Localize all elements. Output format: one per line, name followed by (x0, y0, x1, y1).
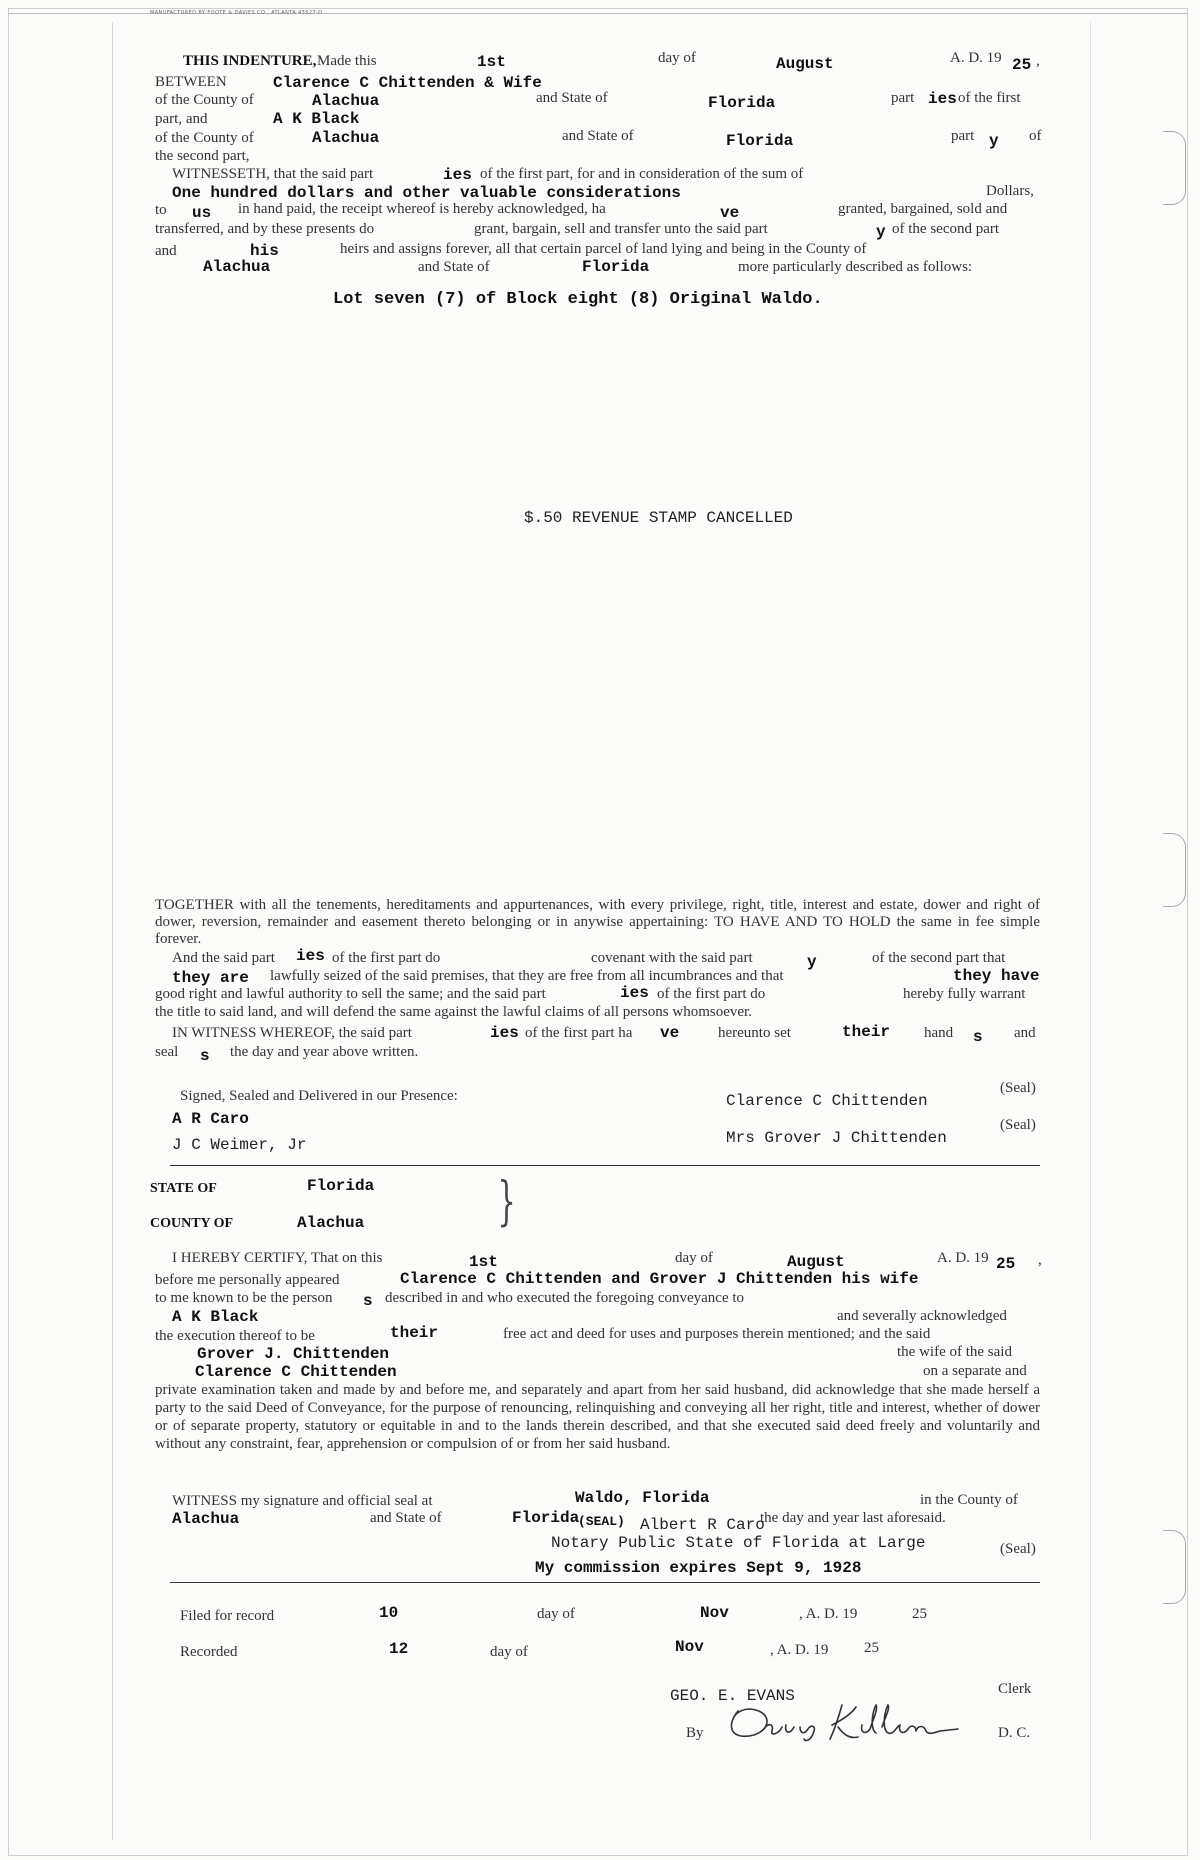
grant-text: grant, bargain, sell and transfer unto the said part (474, 221, 768, 237)
receipt-text: in hand paid, the receipt whereof is hereby acknowledged, ha (238, 201, 606, 217)
part-label-2: part (951, 128, 975, 144)
indenture-day: 1st (477, 53, 506, 71)
notary-county: Alachua (172, 1510, 240, 1528)
filed-month: Nov (700, 1604, 729, 1622)
hereunto-text: hereunto set (718, 1025, 791, 1041)
seized-text: lawfully seized of the said premises, that they are free from all incumbrances and that (270, 968, 784, 984)
state-of-heading: STATE OF (150, 1181, 217, 1196)
wife-of-text: the wife of the said (897, 1344, 1012, 1360)
have-suffix: ve (720, 204, 740, 222)
part-label-1: part (891, 90, 915, 106)
ack-day-of: day of (675, 1250, 713, 1266)
covenant-suffix: ies (296, 947, 325, 965)
in-witness-text: IN WITNESS WHEREOF, the said part (172, 1025, 412, 1041)
described-executed-text: described in and who executed the foregoing conveyance to (385, 1290, 745, 1306)
grantee-name: A K Black (273, 110, 360, 128)
ack-state: Florida (307, 1177, 375, 1195)
revenue-stamp-note: $.50 REVENUE STAMP CANCELLED (524, 509, 793, 527)
ack-day: 1st (469, 1253, 498, 1271)
clerk-name: GEO. E. EVANS (670, 1687, 795, 1705)
indenture-intro: THIS INDENTURE, (183, 53, 317, 69)
granted-text: granted, bargained, sold and (838, 201, 1008, 217)
notary-seal: (Seal) (1000, 1541, 1036, 1557)
to-label: to (155, 202, 167, 218)
venue-brace: } (497, 1172, 516, 1232)
manufacturer-line: MANUFACTURED BY FOOTE & DAVIES CO., ATLANTA 43527-D (150, 10, 323, 16)
notary-state-label: and State of (370, 1510, 442, 1526)
part-suffix-3: y (876, 223, 886, 241)
warrant-text: hereby fully warrant (903, 986, 1026, 1002)
deputy-clerk-signature (720, 1699, 990, 1747)
second-part-text: of the second part (892, 221, 1000, 237)
grantor-state: Florida (708, 94, 776, 112)
between-label: BETWEEN (155, 74, 227, 90)
grantor-name: Clarence C Chittenden & Wife (273, 74, 542, 92)
filed-label: Filed for record (180, 1608, 275, 1624)
defend-text: the title to said land, and will defend the same against the lawful claims of all persons whomsoever. (155, 1004, 752, 1020)
ack-ad: A. D. 19 (937, 1250, 989, 1266)
in-witness-suffix: ies (490, 1024, 519, 1042)
dollars-label: Dollars, (986, 183, 1034, 199)
day-year-text: the day and year above written. (230, 1044, 419, 1060)
left-margin-rule (112, 22, 113, 1840)
recorded-day-of: day of (490, 1644, 528, 1660)
their-word: their (842, 1023, 891, 1041)
ack-their: their (390, 1324, 439, 1342)
recorded-ad: , A. D. 19 (770, 1642, 829, 1658)
filed-day-of: day of (537, 1606, 575, 1622)
ack-year: 25 (996, 1255, 1016, 1273)
notary-seal-mark: (SEAL) (578, 1514, 625, 1529)
signer-1: Clarence C Chittenden (726, 1092, 928, 1110)
covenant-text-d: of the second part that (872, 950, 1006, 966)
dc-label: D. C. (998, 1725, 1031, 1741)
filed-day: 10 (379, 1604, 399, 1622)
they-have: they have (953, 967, 1040, 985)
consideration-sum: One hundred dollars and other valuable considerations (172, 184, 681, 202)
described-text: more particularly described as follows: (738, 259, 973, 275)
husband-name: Clarence C Chittenden (195, 1363, 397, 1381)
hand-label: hand (924, 1025, 954, 1041)
have-suffix-2: ve (660, 1024, 680, 1042)
warrant-suffix: ies (620, 984, 649, 1002)
recorded-label: Recorded (180, 1644, 238, 1660)
witnesseth-text-b: of the first part, for and in consideration of the sum of (480, 166, 804, 182)
in-county-label: in the County of (920, 1492, 1018, 1508)
appeared-names: Clarence C Chittenden and Grover J Chittenden his wife (400, 1270, 919, 1288)
part-suffix-2: y (989, 132, 999, 150)
right-margin-rule (1090, 22, 1091, 1840)
commission-expiry: My commission expires Sept 9, 1928 (535, 1559, 862, 1577)
witnesseth-suffix: ies (443, 166, 472, 184)
of-label-2: of (1029, 128, 1042, 144)
recorded-day: 12 (389, 1640, 409, 1658)
witness-1: A R Caro (172, 1110, 249, 1128)
covenant-text-c: covenant with the said part (591, 950, 753, 966)
us-word: us (192, 204, 212, 222)
indenture-year: 25 (1012, 56, 1032, 74)
witness-2: J C Weimer, Jr (172, 1136, 307, 1154)
notary-title: Notary Public State of Florida at Large (551, 1534, 926, 1552)
by-label: By (686, 1725, 704, 1741)
seal-suffix: s (200, 1047, 210, 1065)
signed-label: Signed, Sealed and Delivered in our Presence: (180, 1088, 458, 1104)
transferred-text: transferred, and by these presents do (155, 221, 375, 237)
acknowledged-text: and severally acknowledged (837, 1308, 1007, 1324)
covenant-suffix-2: y (807, 953, 817, 971)
covenant-text-b: of the first part do (332, 950, 441, 966)
county-of-label-2: of the County of (155, 130, 254, 146)
and-label: and (155, 243, 177, 259)
punch-hole-top (1163, 131, 1186, 205)
authority-text: good right and lawful authority to sell the same; and the said part (155, 986, 546, 1002)
seal-2: (Seal) (1000, 1117, 1036, 1133)
last-aforesaid-text: the day and year last aforesaid. (760, 1510, 946, 1526)
filed-year: 25 (912, 1606, 927, 1622)
notary-name: Albert R Caro (640, 1516, 765, 1534)
day-of-label: day of (658, 50, 696, 66)
grantee-county: Alachua (312, 129, 380, 147)
together-paragraph: TOGETHER with all the tenements, hereditaments and appurtenances, with every privilege, right, title, interest and estate, dower and right of dower, reversion, remainder and easement thereto belonging or in anywise appertaining: TO HAVE AND TO HOLD the same in fee simple forever. (155, 897, 1040, 947)
his-word: his (250, 242, 279, 260)
clerk-label: Clerk (998, 1681, 1032, 1697)
recorded-month: Nov (675, 1638, 704, 1656)
seal-1: (Seal) (1000, 1080, 1036, 1096)
first-part-do: of the first part do (657, 986, 766, 1002)
persons-suffix: s (363, 1292, 373, 1310)
execution-text: the execution thereof to be (155, 1328, 315, 1344)
ack-month: August (787, 1253, 845, 1271)
notary-witness-text: WITNESS my signature and official seal at (172, 1493, 433, 1509)
witnesseth-text-a: WITNESSETH, that the said part (172, 166, 374, 182)
part-suffix-1: ies (928, 90, 957, 108)
state-of-label-1: and State of (536, 90, 608, 106)
ack-grantee: A K Black (172, 1308, 259, 1326)
signature-divider (170, 1165, 1040, 1166)
land-state: Florida (582, 258, 650, 276)
notary-place: Waldo, Florida (575, 1489, 710, 1507)
wife-name: Grover J. Chittenden (197, 1345, 390, 1363)
examination-paragraph: private examination taken and made by and before me, and separately and apart from her said husband, did acknowledge that she made herself a party to the said Deed of Conveyance, for the purpose of renouncing, relinquishing and conveying all her right, title and interest, whether of dower or of separate property, statutory or equitable in and to the lands therein described, and that she executed said deed freely and voluntarily and without any constraint, fear, apprehension or compulsion of or from her said husband. (155, 1382, 1040, 1452)
separate-text: on a separate and (923, 1363, 1027, 1379)
year-comma: , (1036, 53, 1040, 69)
state-of-label-2: and State of (562, 128, 634, 144)
grantor-county: Alachua (312, 92, 380, 110)
hand-suffix: s (973, 1028, 983, 1046)
land-county: Alachua (203, 258, 271, 276)
notary-state: Florida (512, 1509, 580, 1527)
county-of-label-1: of the County of (155, 92, 254, 108)
known-text: to me known to be the person (155, 1290, 333, 1306)
punch-hole-bottom (1163, 1530, 1186, 1604)
ack-comma: , (1038, 1252, 1042, 1268)
indenture-month: August (776, 55, 834, 73)
notary-divider (170, 1582, 1040, 1583)
made-this-label: Made this (317, 53, 377, 69)
second-part-label: the second part, (155, 148, 250, 164)
punch-hole-middle (1163, 833, 1186, 907)
appeared-text: before me personally appeared (155, 1272, 340, 1288)
seal-label: seal (155, 1044, 179, 1060)
signer-2: Mrs Grover J Chittenden (726, 1129, 947, 1147)
first-part-have: of the first part ha (525, 1025, 633, 1041)
and-state-label: and State of (418, 259, 490, 275)
certify-text: I HEREBY CERTIFY, That on this (172, 1250, 383, 1266)
they-are: they are (172, 969, 249, 987)
filed-ad: , A. D. 19 (799, 1606, 858, 1622)
part-and-label: part, and (155, 111, 208, 127)
ack-county: Alachua (297, 1214, 365, 1232)
county-of-heading: COUNTY OF (150, 1216, 234, 1231)
heirs-text: heirs and assigns forever, all that certain parcel of land lying and being in the County of (340, 241, 867, 257)
legal-description: Lot seven (7) of Block eight (8) Original Waldo. (333, 290, 823, 309)
and-word: and (1014, 1025, 1036, 1041)
recorded-year: 25 (864, 1640, 879, 1656)
covenant-text-a: And the said part (172, 950, 275, 966)
of-first-label: of the first (958, 90, 1021, 106)
free-act-text: free act and deed for uses and purposes therein mentioned; and the said (503, 1326, 931, 1342)
ad-label: A. D. 19 (950, 50, 1002, 66)
grantee-state: Florida (726, 132, 794, 150)
